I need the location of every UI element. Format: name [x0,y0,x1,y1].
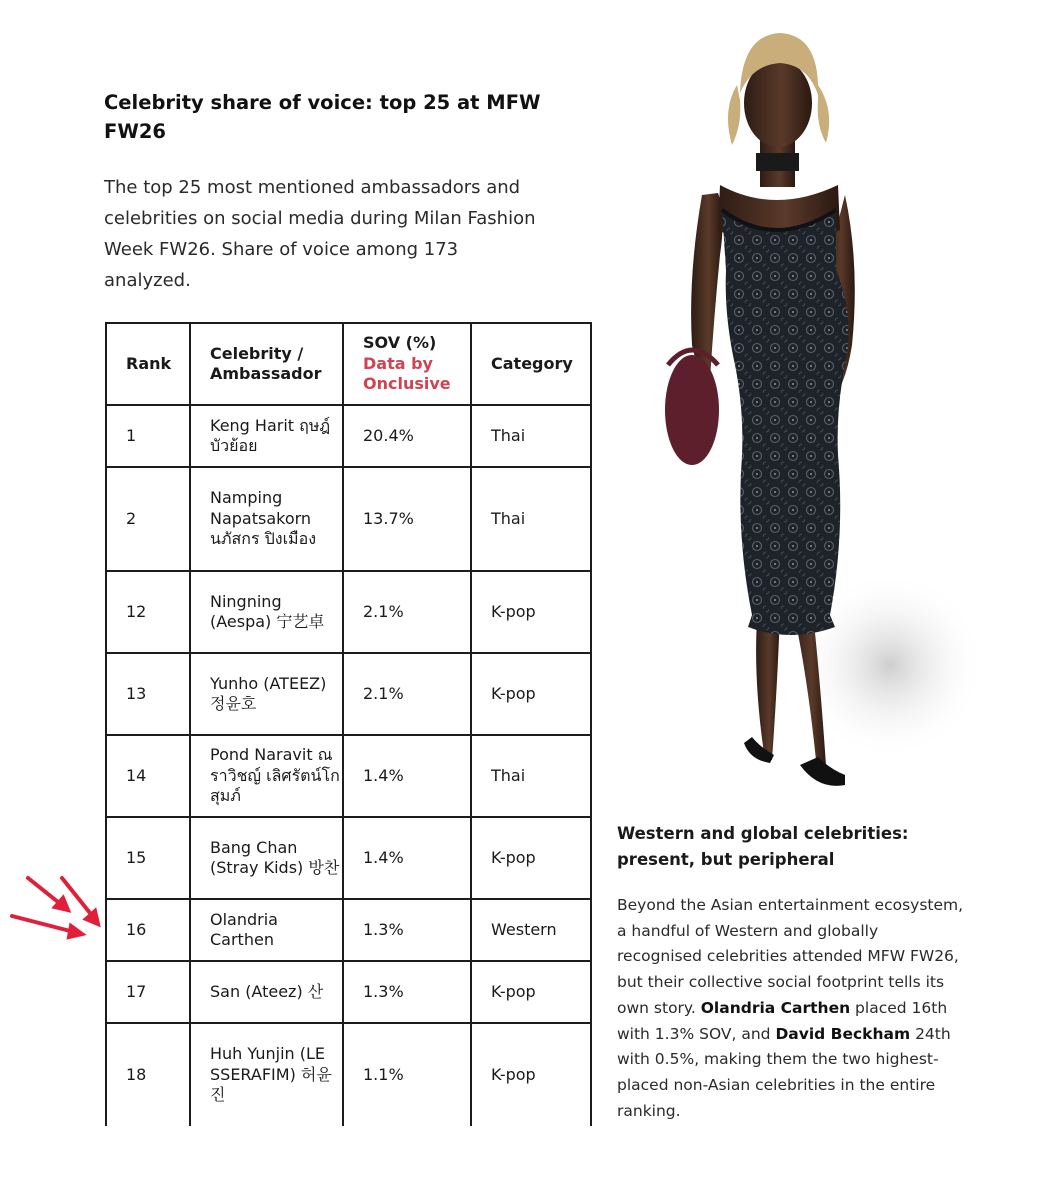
table-row [106,571,591,653]
table-row [106,405,591,467]
sov-cell: 1.3% [343,899,471,961]
category-cell: Thai [471,735,591,817]
celebrity-cell: Ningning (Aespa) 宁艺卓 [190,571,343,653]
sov-table [105,322,592,1126]
table-row [106,735,591,817]
table-row [106,817,591,899]
category-cell: Western [471,899,591,961]
category-cell: K-pop [471,817,591,899]
rank-cell: 15 [106,817,190,899]
category-cell: K-pop [471,571,591,653]
sov-cell: 1.3% [343,961,471,1023]
celebrity-cell: Keng Harit ฤษฎ์ บัวย้อย [190,405,343,467]
data-source-note: Data by Onclusive [363,353,451,394]
header-sov [343,323,471,405]
rank-cell: 18 [106,1023,190,1126]
sov-cell: 2.1% [343,571,471,653]
highlight-name-olandria: Olandria Carthen [700,998,851,1017]
rank-cell: 16 [106,899,190,961]
category-cell: K-pop [471,961,591,1023]
highlight-name-beckham: David Beckham [775,1024,911,1043]
sidebar-title: Western and global celebrities: present, but peripheral [617,824,909,869]
header-celebrity: Celebrity / Ambassador [190,323,343,405]
sov-cell: 20.4% [343,405,471,467]
celebrity-cell: Pond Naravit ณราวิชญ์ เลิศรัตน์โกสุมภ์ [190,735,343,817]
table-row [106,653,591,735]
sov-cell: 2.1% [343,653,471,735]
rank-cell: 17 [106,961,190,1023]
sov-cell: 1.4% [343,735,471,817]
sov-cell: 13.7% [343,467,471,571]
celebrity-cell: Namping Napatsakorn นภัสกร ปิงเมือง [190,467,343,571]
red-arrows-annotation [8,874,104,944]
celebrity-cell: Bang Chan (Stray Kids) 방찬 [190,817,343,899]
arrow-icon [62,878,98,924]
sov-cell: 1.1% [343,1023,471,1126]
celebrity-cell: San (Ateez) 산 [190,961,343,1023]
header-sov-label: SOV (%) [363,333,437,353]
sidebar-text-2: placed 16th with 1.3% SOV, and [617,998,948,1043]
arrow-icon [12,916,82,937]
table-row [106,961,591,1023]
sidebar-text-1: Beyond the Asian entertainment ecosystem, a handful of Western and globally recognised celebrities attended MFW FW26, but their collective social footprint tells its own story. [617,896,964,1017]
header-category: Category [471,323,591,405]
table-row [106,899,591,961]
rank-cell: 2 [106,467,190,571]
header-rank: Rank [106,323,190,405]
category-cell: K-pop [471,653,591,735]
celebrity-cell: Yunho (ATEEZ) 정윤호 [190,653,343,735]
table-row [106,467,591,571]
celebrity-cell: Olandria Carthen [190,899,343,961]
sidebar-body [617,893,967,1124]
arrow-icon [28,878,68,910]
rank-cell: 13 [106,653,190,735]
article-intro: The top 25 most mentioned ambassadors and celebrities on social media during Milan Fashion Week FW26. Share of voice among 173 analyzed. [104,177,536,291]
category-cell: Thai [471,467,591,571]
celebrity-photo [640,15,985,815]
rank-cell: 14 [106,735,190,817]
category-cell: K-pop [471,1023,591,1126]
rank-cell: 12 [106,571,190,653]
rank-cell: 1 [106,405,190,467]
category-cell: Thai [471,405,591,467]
sidebar-text-3: 24th with 0.5%, making them the two highest-placed non-Asian celebrities in the entire ranking. [617,1024,951,1120]
sov-cell: 1.4% [343,817,471,899]
article-title: Celebrity share of voice: top 25 at MFW FW26 [104,91,541,143]
celebrity-cell: Huh Yunjin (LE SSERAFIM) 허윤진 [190,1023,343,1126]
table-header-row [106,323,591,405]
table-row [106,1023,591,1126]
